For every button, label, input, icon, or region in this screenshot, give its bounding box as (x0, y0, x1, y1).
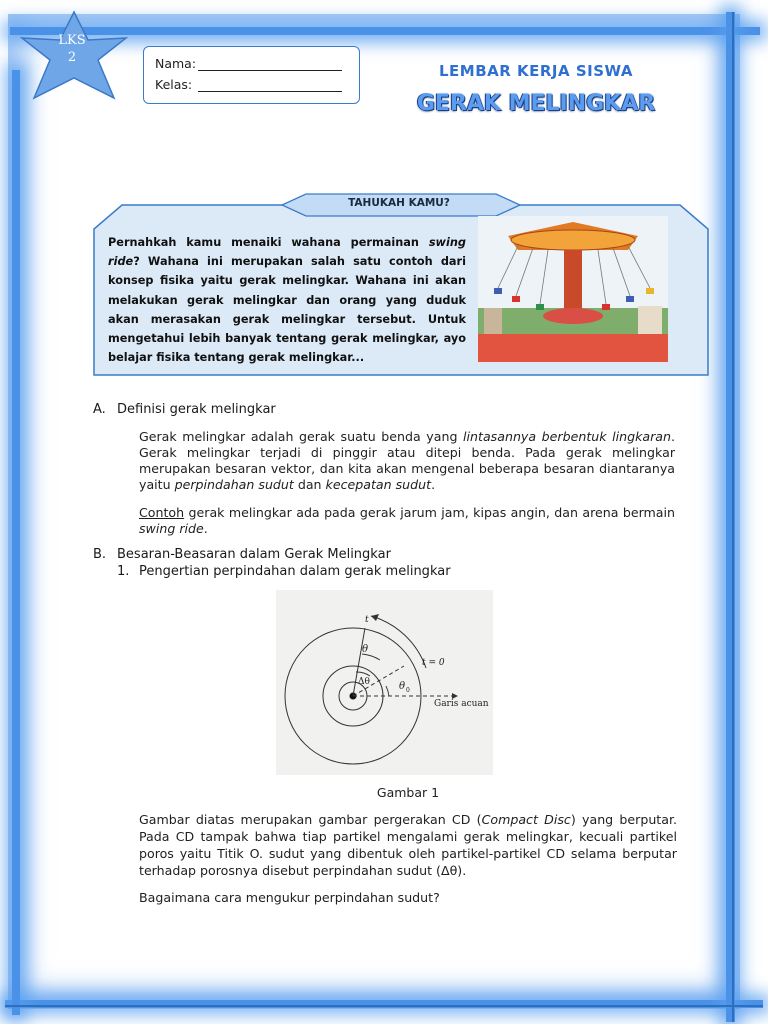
section-b-sub-title: Pengertian perpindahan dalam gerak melingkar (139, 564, 451, 579)
class-label: Kelas: (155, 77, 193, 92)
callout-text-part2: ? Wahana ini merupakan salah satu contoh dari konsep fisika yaitu gerak melingkar. Wahana ini akan melakukan gerak melingkar dan orang yang duduk akan merasakan gerak melingkar tersebut. Untuk mengetahui lebih banyak tentang gerak melingkar, ayo belajar fisika tentang gerak melingkar... (108, 255, 466, 365)
label-t: t (365, 615, 369, 625)
badge-label (44, 32, 100, 66)
frame-right-line (732, 12, 734, 1022)
p3-c: ) yang berputar. Pada CD tampak bahwa tiap partikel mengalami gerak melingkar, kecuali partikel poros yaitu Titik O. sudut yang dibentuk oleh partikel-partikel CD selama berputar terhadap porosnya disebut perpindahan sudut (Δθ). (139, 812, 677, 878)
section-a-title: Definisi gerak melingkar (117, 402, 276, 417)
p1-a: Gerak melingkar adalah gerak suatu benda yang (139, 429, 464, 444)
label-theta0-subscript: 0 (406, 687, 410, 694)
section-a-paragraph-2 (139, 505, 675, 537)
callout-tab-label: TAHUKAH KAMU? (348, 197, 450, 209)
class-field[interactable] (198, 91, 342, 92)
frame-left-bar (12, 70, 20, 1015)
label-theta0: θ (399, 681, 406, 692)
p2-a: Contoh (139, 505, 185, 520)
p2-d: . (203, 521, 208, 536)
frame-bottom-line (5, 1005, 763, 1007)
label-theta: θ (362, 644, 369, 655)
figure-explanation (139, 811, 677, 879)
swing-ride-carousel-photo (478, 216, 668, 362)
p1-d: perpindahan sudut (174, 477, 294, 492)
p1-f: kecepatan sudut (325, 477, 432, 492)
worksheet-subtitle: LEMBAR KERJA SISWA (438, 62, 634, 80)
label-t0: t = 0 (422, 658, 445, 668)
figure-caption: Gambar 1 (376, 785, 440, 800)
callout-text-italic: swing ride (108, 236, 466, 269)
callout-text-part1: Pernahkah kamu menaiki wahana permainan (108, 236, 429, 249)
section-b-title: Besaran-Beasaran dalam Gerak Melingkar (117, 547, 391, 562)
worksheet-title: GERAK MELINGKAR (416, 91, 656, 116)
p2-b: gerak melingkar ada pada gerak jarum jam, kipas angin, dan arena bermain (184, 505, 675, 520)
callout-text (108, 233, 466, 367)
name-label: Nama: (155, 56, 197, 71)
figure-rotating-disc (276, 590, 493, 775)
p3-a: Gambar diatas merupakan gambar pergerakan CD ( (139, 812, 482, 827)
badge-line1: LKS (58, 33, 86, 48)
p1-e: dan (293, 477, 326, 492)
section-b-marker: B. (93, 547, 107, 562)
p1-c: . Gerak melingkar terjadi di pinggir atau ditepi benda. Pada gerak melingkar merupakan besaran vektor, dan kita akan mengenal beberapa besaran diantaranya yaitu (139, 429, 675, 492)
p1-b: lintasannya berbentuk lingkaran (463, 429, 671, 444)
disc-diagram (276, 590, 493, 775)
label-reference-line: Garis acuan (434, 699, 489, 709)
name-field[interactable] (198, 70, 342, 71)
p1-g: . (431, 477, 436, 492)
identity-box (143, 46, 360, 104)
badge-line2: 2 (67, 50, 77, 65)
label-dtheta: Δθ (358, 677, 370, 687)
section-b-sub-marker: 1. (117, 564, 130, 579)
section-a-paragraph-1 (139, 429, 675, 493)
question-text: Bagaimana cara mengukur perpindahan sudut? (139, 890, 440, 905)
section-a-marker: A. (93, 402, 106, 417)
p2-c: swing ride (139, 521, 204, 536)
p3-b: Compact Disc (481, 812, 571, 827)
